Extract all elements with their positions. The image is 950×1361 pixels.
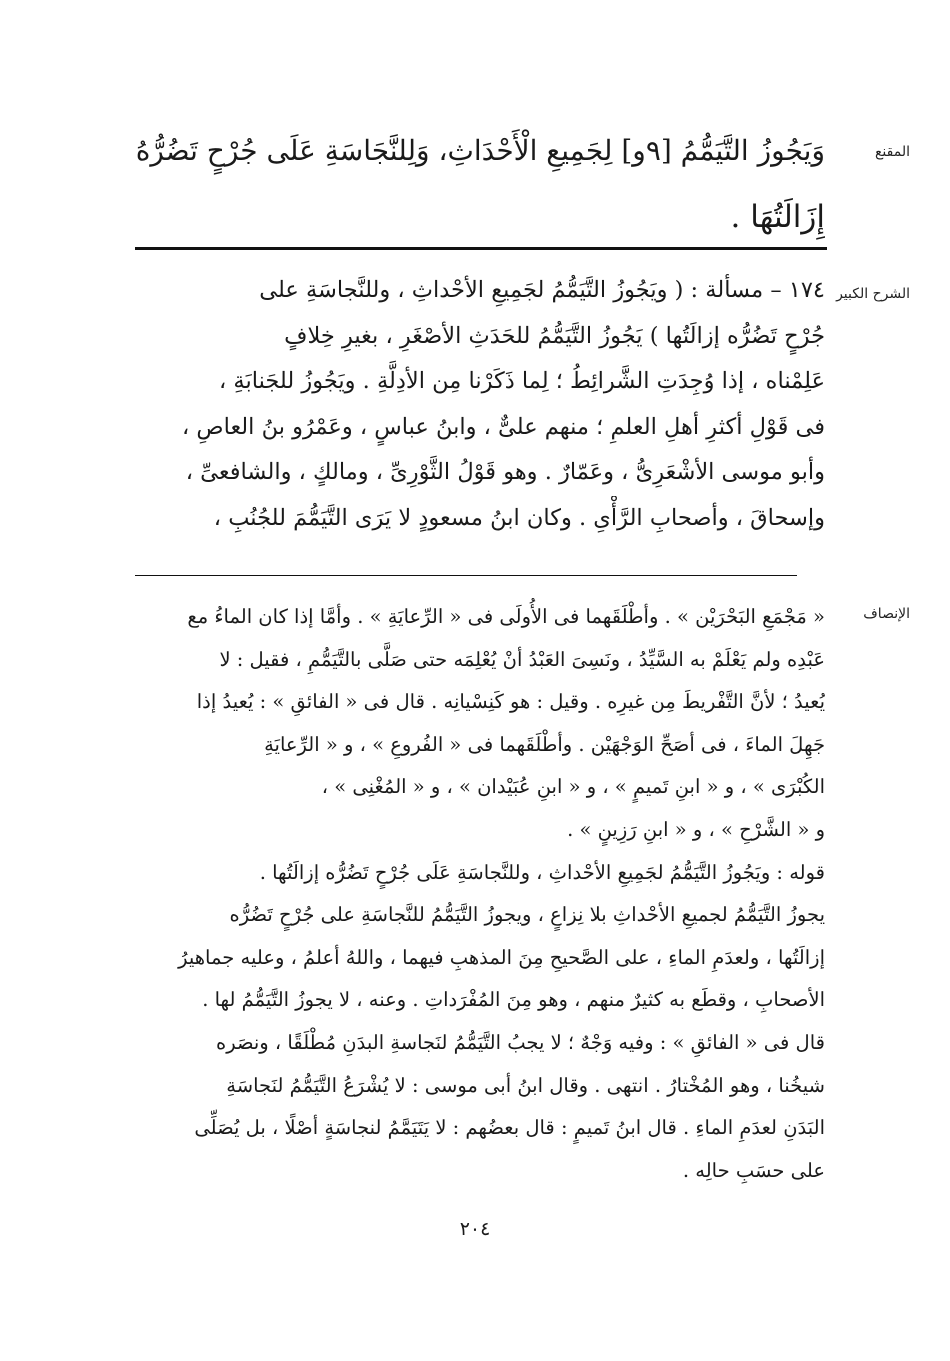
sharh-line: وإسحاقَ ، وأصحابِ الرَّأْىِ . وكان ابنُ مسعودٍ لا يَرَى التَّيَمُّمَ للجُنُبِ ، xyxy=(213,504,825,531)
insaf-line: جَهِلَ الماءَ ، فى أصَحِّ الوَجْهَيْن . وأطْلَقَهما فى « الفُروعِ » ، و « الرِّعايَةِ xyxy=(264,732,825,756)
section-divider-thin xyxy=(135,575,797,576)
sharh-text xyxy=(125,268,825,541)
insaf-line: شيخُنا ، وهو المُخْتارُ . انتهى . وقال ابنُ أبى موسى : لا يُشْرَعُ التَّيَمُّمُ لنَجاسَةِ xyxy=(226,1073,825,1097)
sharh-line: وأبو موسى الأشْعَرِىُّ ، وعَمّارٌ . وهو قَوْلُ الثَّوْرِىِّ ، ومالكٍ ، والشافعىِّ ، xyxy=(185,459,825,485)
muqni-line: إِزَالَتُهَا . xyxy=(730,199,825,235)
muqni-label: المقنع xyxy=(874,144,910,160)
insaf-line: يُعيدُ ؛ لأنَّ التَّفْريطَ مِن غيرِه . وقيل : هو كَنِسْيانِه . قال فى « الفائقِ » : يُعيدُ إذا xyxy=(196,690,825,714)
insaf-line: يجوزُ التَّيَمُّمُ لجميعِ الأحْداثِ بلا نِزاعٍ ، ويجوزُ التَّيَمُّمُ للنَّجاسَةِ على جُرْحٍ تَضُرُّه xyxy=(229,903,825,927)
insaf-line: على حسَبِ حالِه . xyxy=(682,1158,825,1182)
insaf-line: الكُبْرَى » ، و « ابنِ تَميمٍ » ، و « ابنِ عُبَيْدان » ، و « المُغْنِى » ، xyxy=(321,775,825,799)
sharh-line: ١٧٤ – مسألة : ( ويَجُوزُ التَّيَمُّمُ لجَمِيعِ الأحْداثِ ، وللنَّجاسَةِ على xyxy=(259,277,825,303)
sharh-label: الشرح الكبير xyxy=(836,286,910,302)
sharh-line: جُرْحٍ تَضُرُّه إزالَتُها ) يَجُوزُ التَّيَمُّمُ للحَدَثِ الأصْغَرِ ، بغيرِ خِلافٍ xyxy=(284,322,825,349)
insaf-text xyxy=(125,596,825,1192)
sharh-line: عَلِمْناه ، إذا وُجِدَتِ الشَّرائِطُ ؛ لِما ذَكَرْنا مِن الأدِلَّةِ . ويَجُوزُ للجَنابَةِ ، xyxy=(219,368,825,394)
insaf-line: قوله : ويَجُوزُ التَّيَمُّمُ لجَمِيعِ الأحْداثِ ، وللنَّجاسَةِ عَلَى جُرْحٍ تَضُرُّه إزالَتُها . xyxy=(259,860,825,884)
insaf-line: « مَجْمَعِ البَحْرَيْن » . وأطْلَقَهما فى الأُولَى فى « الرِّعايَةِ » . وأمَّا إذا كان الماءُ مع xyxy=(187,605,825,628)
insaf-line: قال فى « الفائقِ » : وفيه وَجْهٌ ؛ لا يجبُ التَّيَمُّمُ لنَجاسةِ البدَنِ مُطْلَقًا ، ونصَره xyxy=(215,1030,825,1054)
page-number: ٢٠٤ xyxy=(459,1218,491,1240)
section-divider-thick xyxy=(135,247,827,250)
insaf-line: إزالَتُها ، ولعدَمِ الماءِ ، على الصَّحيحِ مِنَ المذهبِ فيهما ، واللهُ أعلمُ ، وعليه جماهيرُ xyxy=(178,945,825,969)
insaf-line: الأصحابِ ، وقطَع به كثيرٌ منهم ، وهو مِنَ المُفْرَداتِ . وعنه ، لا يجوزُ التَّيَمُّمُ لها . xyxy=(202,988,825,1012)
muqni-line: وَيَجُوزُ التَّيَمُّمُ [٩و] لِجَمِيعِ الْأَحْدَاثِ، وَلِلنَّجَاسَةِ عَلَى جُرْحٍ تَضُرُّهُ xyxy=(135,134,825,167)
insaf-label: الإنصاف xyxy=(863,606,910,622)
muqni-text xyxy=(125,118,825,250)
insaf-line: عَبْدِه ولم يَعْلَمْ به السَّيِّدُ ، ونَسِىَ العَبْدُ أنْ يُعْلِمَه حتى صَلَّى بالتَّيَمُّمِ ، فقيل : لا xyxy=(219,647,825,671)
insaf-line: و « الشَّرْحِ » ، و « ابنِ رَزِينٍ » . xyxy=(567,817,825,841)
sharh-line: فى قَوْلِ أكثرِ أهلِ العلمِ ؛ منهم علىٌّ ، وابنُ عباسٍ ، وعَمْرُو بنُ العاصِ ، xyxy=(181,413,825,440)
insaf-line: البَدَنِ لعدَمِ الماءِ . قال ابنُ تَميمٍ : قال بعضُهم : لا يَتَيَمَّمُ لنجاسَةٍ أصْلًا ، بل يُصَلِّى xyxy=(194,1116,825,1140)
